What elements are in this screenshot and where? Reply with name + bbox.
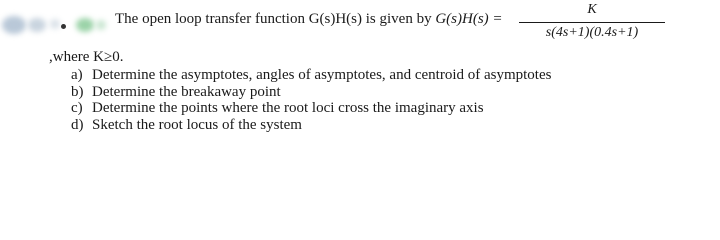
blur-blob bbox=[28, 18, 46, 32]
task-list bbox=[71, 67, 551, 133]
blur-blob bbox=[96, 20, 106, 30]
gain-condition: ,where K≥0. bbox=[49, 49, 124, 65]
list-marker: c) bbox=[71, 100, 83, 116]
intro-text: The open loop transfer function G(s)H(s) is given by bbox=[115, 11, 432, 27]
list-marker: b) bbox=[71, 83, 84, 100]
list-marker: d) bbox=[71, 116, 84, 133]
list-item bbox=[71, 84, 551, 101]
bullet-dot bbox=[61, 24, 66, 29]
transfer-function-fraction bbox=[517, 2, 667, 42]
blur-blob bbox=[76, 18, 94, 32]
list-item bbox=[71, 100, 551, 117]
list-marker: a) bbox=[71, 67, 83, 83]
fraction-bar bbox=[519, 22, 665, 23]
intro-line bbox=[115, 10, 503, 28]
task-text: Sketch the root locus of the system bbox=[92, 116, 302, 133]
task-text: Determine the asymptotes, angles of asymptotes, and centroid of asymptotes bbox=[92, 67, 552, 83]
list-item bbox=[71, 67, 551, 84]
fraction-numerator: K bbox=[587, 2, 597, 17]
blurred-header-decoration bbox=[0, 12, 118, 38]
blur-blob bbox=[2, 16, 26, 34]
blur-blob bbox=[50, 19, 60, 29]
list-item bbox=[71, 117, 551, 134]
transfer-function-lhs: G(s)H(s) = bbox=[435, 11, 503, 27]
task-text: Determine the breakaway point bbox=[92, 83, 281, 100]
task-text: Determine the points where the root loci cross the imaginary axis bbox=[92, 100, 484, 116]
fraction-denominator: s(4s+1)(0.4s+1) bbox=[545, 25, 639, 40]
